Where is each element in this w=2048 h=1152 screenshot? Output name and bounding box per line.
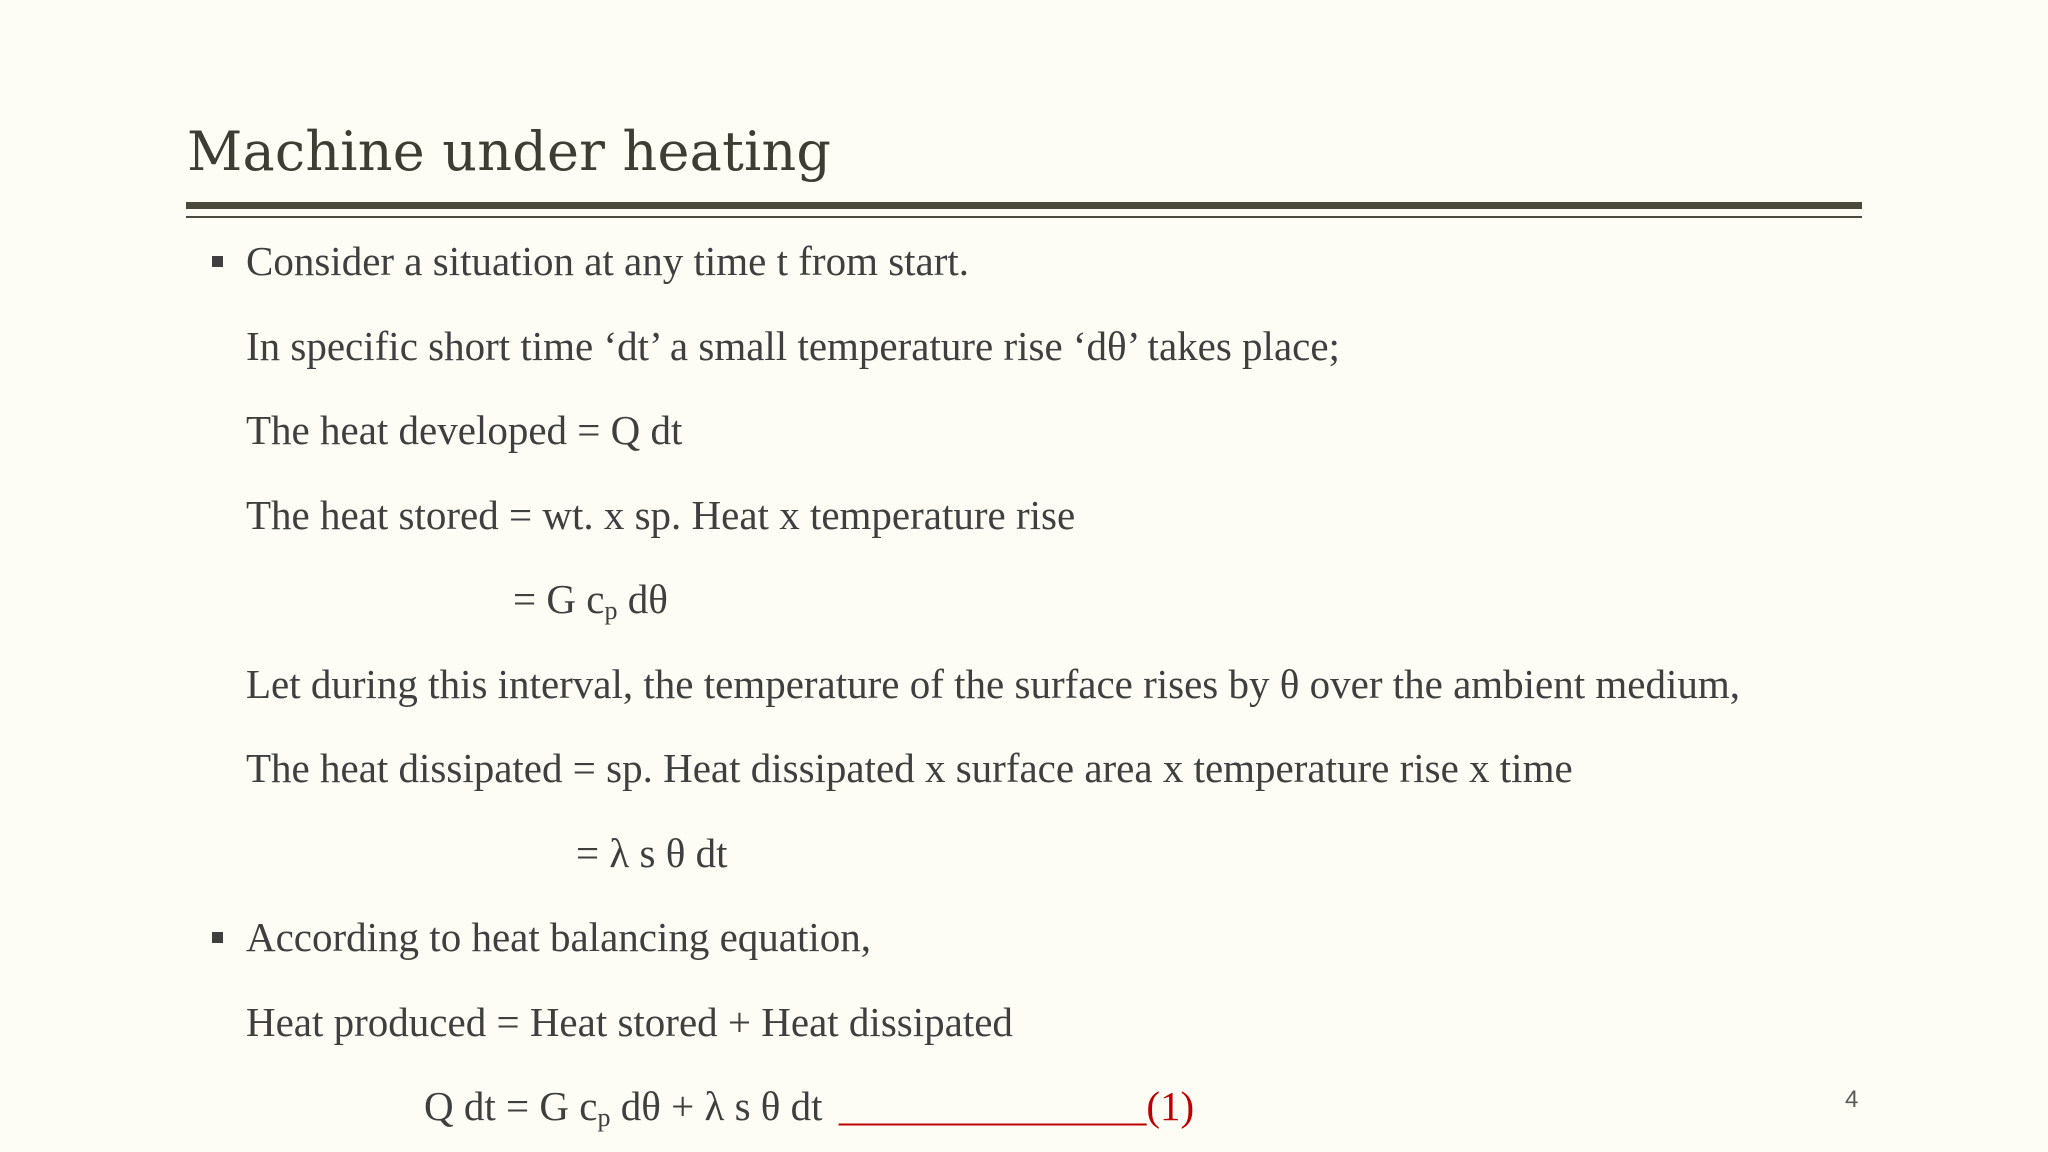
equation-1 (424, 1081, 1194, 1131)
title-rule-thick (186, 202, 1862, 209)
equation-heat-dissipated: = λ s θ dt (576, 830, 728, 876)
equation-heat-stored-pre: = G c (513, 576, 605, 622)
equation-heat-stored-post: dθ (617, 576, 668, 622)
line-heat-balance: Heat produced = Heat stored + Heat dissipated (246, 999, 1013, 1045)
bullet-1-text: Consider a situation at any time t from start. (246, 238, 970, 284)
bullet-marker-1 (212, 256, 223, 267)
equation-heat-stored (513, 574, 668, 624)
equation-1-subscript: p (597, 1103, 611, 1132)
slide-title: Machine under heating (187, 120, 832, 183)
line-surface-temperature: Let during this interval, the temperature of the surface rises by θ over the ambient medium, (246, 661, 1741, 707)
equation-1-post: dθ + λ s θ dt (610, 1083, 823, 1129)
bullet-marker-2 (212, 932, 223, 943)
line-heat-developed: The heat developed = Q dt (246, 407, 683, 453)
line-specific-short-time: In specific short time ‘dt’ a small temperature rise ‘dθ’ takes place; (246, 323, 1340, 369)
equation-1-pre: Q dt = G c (424, 1083, 598, 1129)
line-heat-stored: The heat stored = wt. x sp. Heat x temperature rise (246, 492, 1076, 538)
equation-1-number: (1) (1146, 1083, 1195, 1129)
title-rule-thin (186, 216, 1862, 218)
page-number: 4 (1845, 1086, 1859, 1113)
equation-heat-stored-subscript: p (604, 596, 618, 625)
equation-1-blank: _______________ (838, 1083, 1147, 1129)
bullet-2-text: According to heat balancing equation, (246, 914, 872, 960)
line-heat-dissipated: The heat dissipated = sp. Heat dissipated x surface area x temperature rise x time (246, 745, 1573, 791)
